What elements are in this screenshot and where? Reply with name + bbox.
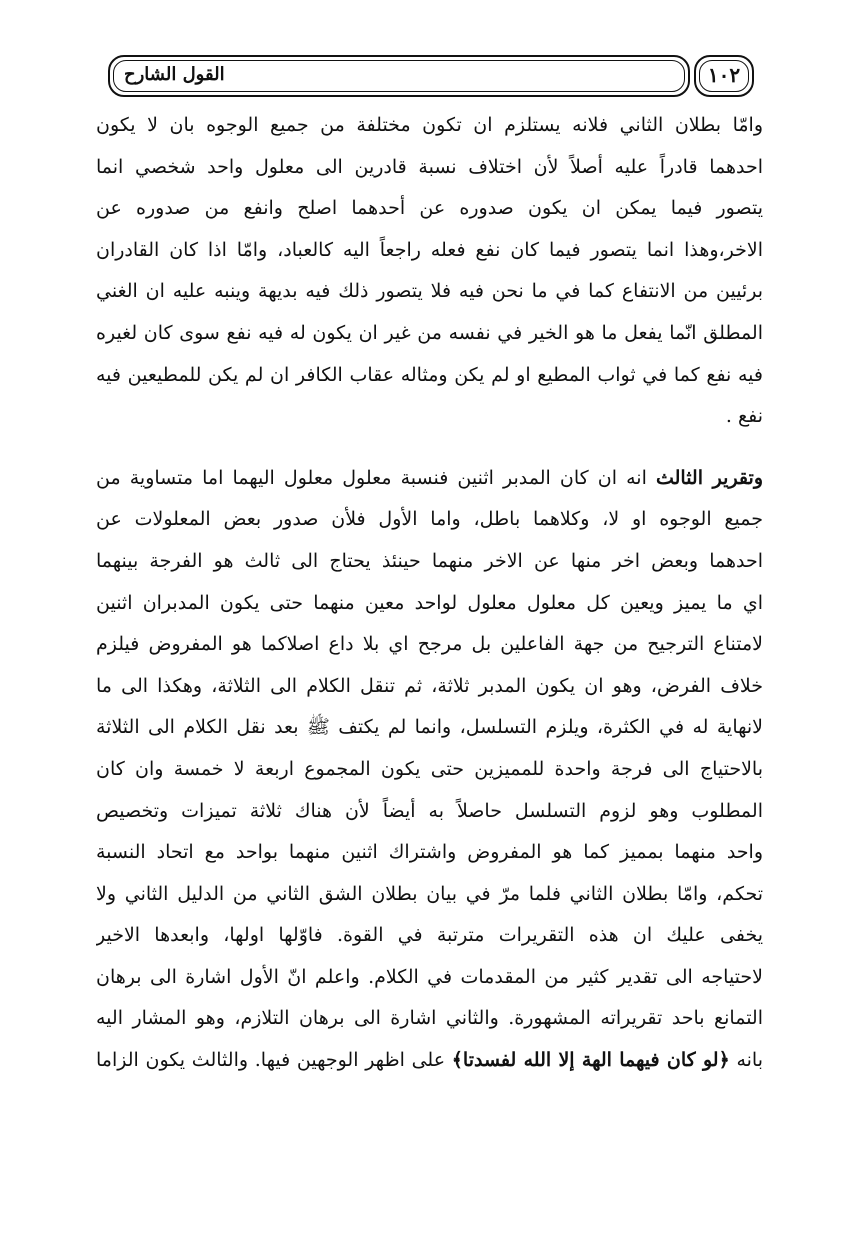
- text-line: برئيين من الانتفاع كما في ما نحن فيه فلا يتصور ذلك فيه بديهة وينبه عليه ان الغني: [96, 280, 763, 303]
- text-line: وامّا بطلان الثاني فلانه يستلزم ان تكون مختلفة من جميع الوجوه بان لا يكون: [96, 114, 763, 136]
- text-line: بالاحتياج الى فرجة واحدة للمميزين حتى يكون المجموع اربعة لا خمسة وان كان: [96, 757, 763, 780]
- text-line: تحكم، وامّا بطلان الثاني فلما مرّ في بيان بطلان الشق الثاني من الدليل الثاني ولا: [96, 882, 763, 905]
- quran-quote: ﴿لو كان فيهما الهة إلا الله لفسدتا﴾: [451, 1049, 730, 1072]
- text-line: احدهما وبعض اخر منها عن الاخر منهما حينئذ يحتاج الى ثالث هو الفرجة بينهما: [96, 549, 763, 572]
- text-line: نفع .: [725, 405, 763, 428]
- running-title: القول الشارح: [124, 64, 225, 85]
- text-line: التمانع باحد تقريراته المشهورة. والثاني اشارة الى برهان التلازم، وهو المشار اليه: [96, 1007, 763, 1030]
- page-header: [108, 55, 754, 101]
- page-number-frame: [694, 55, 754, 97]
- page-body: [96, 105, 763, 1082]
- text-line: اي ما يميز ويعين كل معلول معلول لواحد معين منهما حتى يكون المدبران اثنين: [96, 591, 763, 614]
- text-line: خلاف الفرض، وهو ان يكون المدبر ثلاثة، ثم تنقل الكلام الى الثلاثة، وهكذا الى ما: [96, 674, 763, 697]
- text-line: المطلق انّما يفعل ما هو الخير في نفسه من غير ان يكون له فيه نفع سوى كان لغيره: [96, 321, 763, 344]
- text-line: لامتناع الترجيح من جهة الفاعلين بل مرجح اي بلا داع اصلاكما هو المفروض فيلزم: [96, 633, 763, 656]
- text-line: يتصور فيما يمكن ان يكون صدوره عن أحدهما اصلح وانفع من صدوره عن: [96, 197, 763, 220]
- text-line: لاحتياجه الى تقدير كثير من المقدمات في الكلام. واعلم انّ الأول اشارة الى برهان: [96, 965, 763, 988]
- paragraph-2: [96, 458, 763, 1082]
- text-span: على اظهر الوجهين فيها. والثالث يكون الزاما: [96, 1049, 446, 1072]
- text-line: الاخر،وهذا انما يتصور فيما كان نفع فعله راجعاً اليه كالعباد، وامّا اذا كان القادران: [96, 238, 763, 261]
- text-line: يخفى عليك ان هذه التقريرات مترتبة في القوة. فاوّلها اولها، وابعدها الاخير: [96, 924, 763, 947]
- text-line: [96, 1040, 763, 1082]
- text-line: واحد منهما بمميز كما هو المفروض واشتراك اثنين منهما بواحد مع اتحاد النسبة: [96, 841, 763, 864]
- text-span: بانه: [736, 1049, 763, 1072]
- text-line: جميع الوجوه او لا، وكلاهما باطل، واما الأول فلأن صدور بعض المعلولات عن: [96, 508, 763, 531]
- text-line: فيه نفع كما في ثواب المطيع او لم يكن ومثاله عقاب الكافر ان لم يكن للمطيعين فيه: [96, 363, 763, 386]
- text-line: [96, 458, 763, 500]
- section-lead: وتقرير الثالث: [655, 466, 763, 489]
- text-line: احدهما قادراً عليه أصلاً لأن اختلاف نسبة قادرين الى معلول واحد شخصي انما: [96, 155, 763, 178]
- text-span: انه ان كان المدبر اثنين فنسبة معلول معلول اليهما اما متساوية من: [96, 466, 647, 489]
- text-line: المطلوب وهو لزوم التسلسل حاصلاً به أيضاً لأن هناك ثلاثة تميزات وتخصيص: [96, 799, 763, 822]
- paragraph-1: [96, 105, 763, 438]
- page-number: ١٠٢: [707, 63, 741, 87]
- text-line: لانهاية له في الكثرة، ويلزم التسلسل، وانما لم يكتف ﷺ بعد نقل الكلام الى الثلاثة: [96, 716, 763, 739]
- running-title-frame: [108, 55, 690, 97]
